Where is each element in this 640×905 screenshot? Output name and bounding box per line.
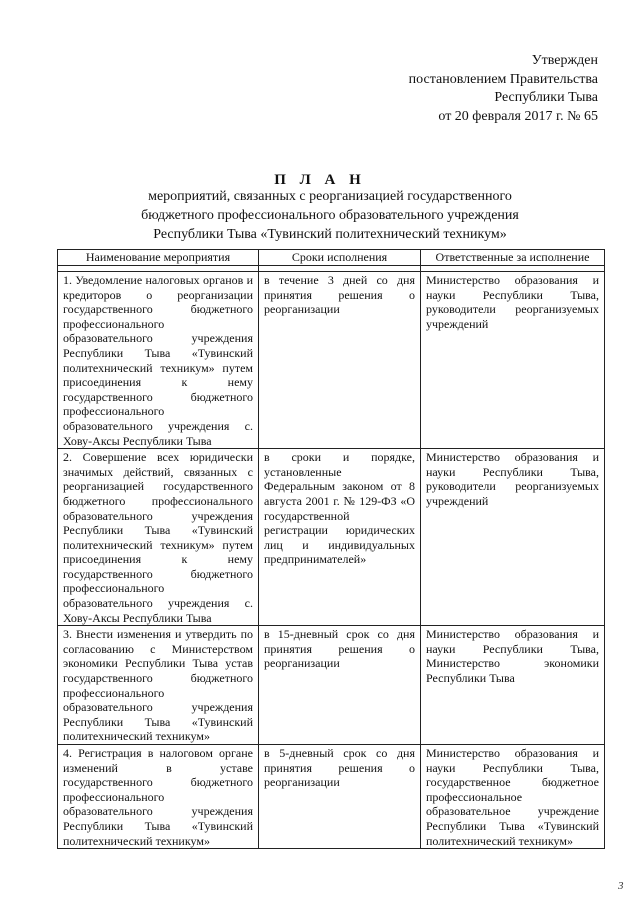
table-row [58, 626, 605, 745]
row-name-cell: 3. Внести изменения и утвердить по согласованию с Министерством экономики Республики Тыва устав государственного бюджетного профессионального образовательного учреждения Республики Тыва «Тувинский политехнический техникум» [58, 626, 259, 745]
plan-title: П Л А Н [274, 172, 366, 188]
row-responsible-cell: Министерство образования и науки Республики Тыва, руководители реорганизуемых учреждений [421, 449, 605, 626]
plan-subtitle-line: мероприятий, связанных с реорганизацией государственного [148, 189, 512, 204]
approval-line-decree: постановлением Правительства [408, 71, 598, 87]
row-responsible-cell: Министерство образования и науки Республики Тыва, государственное бюджетное профессиональное образовательное учреждение Республики Тыва «Тувинский политехнический техникум» [421, 745, 605, 849]
row-name-cell: 4. Регистрация в налоговом органе изменений в уставе государственного бюджетного профессионального образовательного учреждения Республики Тыва «Тувинский политехнический техникум» [58, 745, 259, 849]
table-header-row [58, 250, 605, 266]
page-mark: 3 [618, 880, 624, 892]
approval-line-approved: Утвержден [531, 53, 598, 68]
plan-subtitle-line: Республики Тыва «Тувинский политехнический техникум» [153, 227, 507, 242]
row-deadline-cell: в 15-дневный срок со дня принятия решения о реорганизации [259, 626, 421, 745]
row-deadline-cell: в сроки и порядке, установленные Федеральным законом от 8 августа 2001 г. № 129-ФЗ «О государственной регистрации юридических лиц и индивидуальных предпринимателей» [259, 449, 421, 626]
row-name-cell: 2. Совершение всех юридически значимых действий, связанных с реорганизацией государственного бюджетного профессионального образовательного учреждения Республики Тыва «Тувинский политехнический техникум» путем присоединения к нему государственного бюджетного профессионального образовательного учреждения с. Хову-Аксы Республики Тыва [58, 449, 259, 626]
approval-block [409, 52, 598, 126]
header-deadline: Сроки исполнения [259, 250, 421, 266]
row-name-cell: 1. Уведомление налоговых органов и кредиторов о реорганизации государственного бюджетного профессионального образовательного учреждения Республики Тыва «Тувинский политехнический техникум» путем присоединения к нему государственного бюджетного профессионального образовательного учреждения с. Хову-Аксы Республики Тыва [58, 272, 259, 449]
row-deadline-cell: в течение 3 дней со дня принятия решения о реорганизации [259, 272, 421, 449]
plan-table [57, 249, 605, 849]
table-row [58, 745, 605, 849]
plan-subtitle-line: бюджетного профессионального образовательного учреждения [141, 208, 519, 223]
table-row [58, 449, 605, 626]
header-name: Наименование мероприятия [58, 250, 259, 266]
table-row [58, 272, 605, 449]
plan-subtitle [0, 187, 640, 244]
approval-line-date: от 20 февраля 2017 г. № 65 [438, 108, 598, 124]
row-responsible-cell: Министерство образования и науки Республики Тыва, Министерство экономики Республики Тыва [421, 626, 605, 745]
row-responsible-cell: Министерство образования и науки Республики Тыва, руководители реорганизуемых учреждений [421, 272, 605, 449]
approval-line-republic: Республики Тыва [494, 90, 598, 105]
header-responsible: Ответственные за исполнение [421, 250, 605, 266]
row-deadline-cell: в 5-дневный срок со дня принятия решения о реорганизации [259, 745, 421, 849]
